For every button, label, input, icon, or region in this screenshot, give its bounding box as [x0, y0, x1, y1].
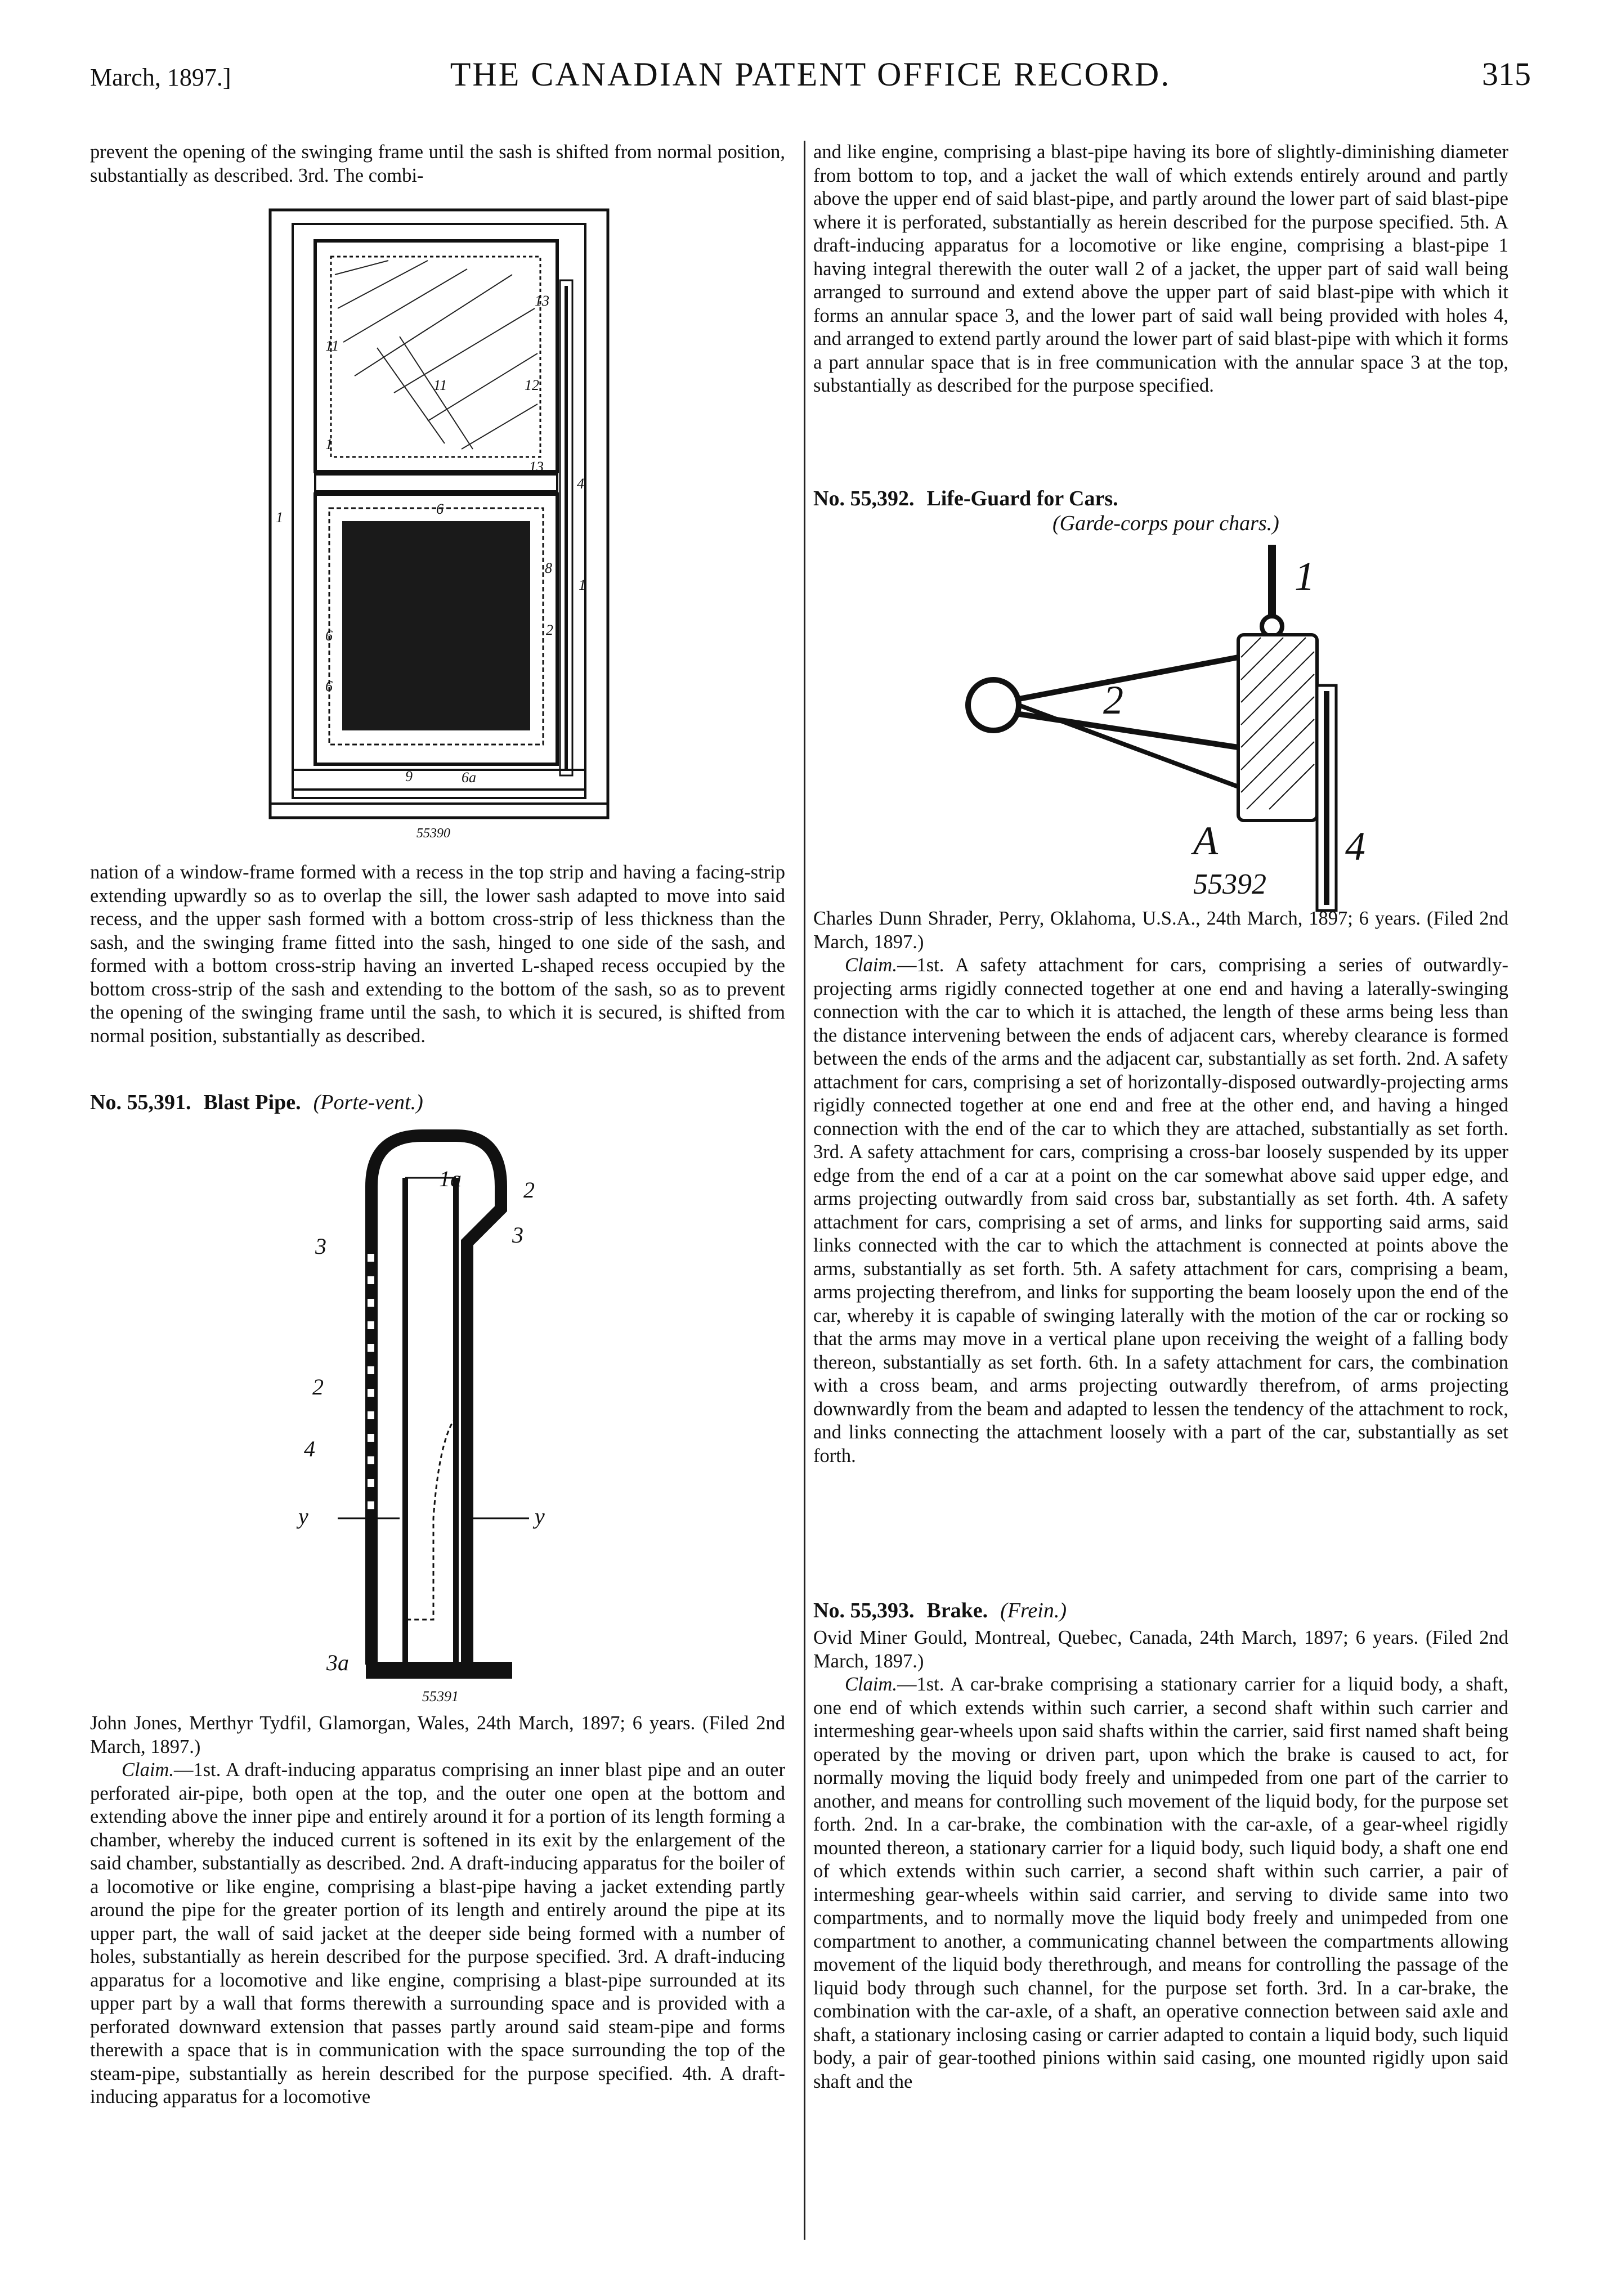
blast-pipe-drawing — [287, 1124, 602, 1704]
patent-number: No. 55,392. — [813, 487, 915, 510]
figure-label: 12 — [525, 377, 539, 393]
patent-claims: —1st. A draft-inducing apparatus comprising an inner blast pipe and an outer perforated air-pipe, both open at the top, and the outer one open at the bottom and extending above the inner pipe and entirely around it for a portion of its length forming a chamber, whereby the induced current is softened in its exit by the enlargement of the said chamber, substantially as described. 2nd. A draft-inducing apparatus for the boiler of a locomotive or like engine, comprising a blast-pipe having a jacket extending partly around the pipe for the greater portion of its length and entirely around the pipe at its upper part, the wall of said jacket at the deeper side being formed with a number of holes, substantially as herein described for the purpose specified. 3rd. A draft-inducing apparatus for a locomotive and like engine, comprising a blast-pipe surrounded at its upper part by a wall that forms therewith a surrounding space and is provided with a perforated downward extension that passes partly around said steam-pipe and forms therewith a space that is in communication with the space surrounding the top of the steam-pipe, substantially as herein described for the purpose specified. 4th. A draft-inducing apparatus for a locomotive — [90, 1759, 785, 2107]
life-guard-figure — [957, 545, 1463, 916]
figure-number: 55390 — [416, 826, 450, 841]
figure-label: 4 — [1345, 824, 1365, 869]
figure-label: 2 — [312, 1374, 324, 1400]
page-number: 315 — [1482, 56, 1531, 92]
figure-number: 55391 — [422, 1688, 459, 1704]
blast-pipe-figure — [287, 1124, 602, 1704]
patent-claims: —1st. A safety attachment for cars, comprising a series of outwardly-projecting arms rigidly connected together at one end and having a laterally-swinging connection with the car to which it is attached, the length of these arms being less than the distance intervening between the ends of adjacent cars, whereby clearance is formed between the ends of the arms and the adjacent car, substantially as set forth. 2nd. A safety attachment for cars, comprising a set of horizontally-disposed outwardly-projecting arms rigidly connected together at one end and free at the other end, and having a hinged connection with the end of the car to which they are attached, substantially as set forth. 3rd. A safety attachment for cars, comprising a cross-bar loosely suspended by its upper edge from the end of a car at a point on the car somewhat above said upper edge, and arms projecting outwardly from said cross bar, substantially as set forth. 4th. A safety attachment for cars, comprising a set of arms, and links for supporting said arms, said links connected with the car to which the attachment is connected at points above the arms, substantially as set forth. 5th. A safety attachment for cars, comprising a beam, arms projecting therefrom, and links for supporting the beam loosely upon the end of the car, whereby it is capable of swinging laterally with the motion of the car or rocking so that the arms may move in a vertical plane upon receiving the weight of a falling body thereon, substantially as set forth. 6th. In a safety attachment for cars, the combination with a cross beam, and arms projecting outwardly therefrom, of arms projecting downwardly from the beam and adapted to lessen the tendency of the attachment to rock, and links connecting the attachment loosely with a part of the car, substantially as set forth. — [813, 954, 1508, 1467]
left-top-text: prevent the opening of the swinging frame until the sash is shifted from normal position, substantially as described. 3rd. The combi- — [90, 141, 785, 186]
figure-label: 13 — [535, 293, 549, 309]
figure-label: 3 — [512, 1222, 523, 1248]
figure-label: 2 — [546, 622, 553, 638]
patent-55392-heading — [813, 485, 1118, 512]
figure-label: 1 — [1295, 554, 1315, 599]
patent-55393-body — [813, 1626, 1508, 2093]
figure-label: 1 — [276, 509, 283, 526]
patent-claims: —1st. A car-brake comprising a stationary carrier for a liquid body, a shaft, one end of which extends within such carrier, a second shaft within such carrier and intermeshing gear-wheels upon said shafts within the carrier, said first named shaft being operated by the moving or driven part, upon which the brake is caused to act, for normally moving the liquid body freely and unimpeded from one part of the carrier to another, and means for controlling such movement of the liquid body, for the purpose set forth. 2nd. In a car-brake, the combination with the car-axle, of a gear-wheel rigidly mounted thereon, a stationary carrier for a liquid body, such liquid body, a shaft one end of which extends within such carrier, a second shaft within such carrier, a pair of intermeshing gear-wheels within said carrier, and serving to divide same into two compartments, and to normally move the liquid body freely and unimpeded from one compartment to another, a communicating channel between the compartments allowing movement of the liquid body therethrough, and means for controlling the passage of the liquid body through such channel, for the purpose set forth. 3rd. In a car-brake, the combination with the car-axle, of a shaft, an operative connection between said axle and shaft, a stationary inclosing casing or carrier adapted to contain a liquid body, such liquid body, a pair of gear-toothed pinions within said casing, one mounted rigidly upon said shaft and the — [813, 1674, 1508, 2092]
claim-lead: Claim. — [845, 954, 897, 976]
running-header — [90, 55, 1531, 100]
figure-label: 9 — [405, 768, 413, 784]
figure-label: 2 — [1103, 678, 1123, 723]
column-divider — [804, 141, 805, 2240]
figure-label: 1 — [579, 577, 586, 593]
figure-label: 11 — [325, 338, 339, 354]
figure-label: 3a — [326, 1650, 349, 1675]
patent-inventor: John Jones, Merthyr Tydfil, Glamorgan, Wales, 24th March, 1897; 6 years. (Filed 2nd March, 1897.) — [90, 1712, 785, 1757]
patent-55392-french: (Garde-corps pour chars.) — [1052, 512, 1279, 535]
figure-label: 4 — [304, 1436, 315, 1461]
publication-title: THE CANADIAN PATENT OFFICE RECORD. — [450, 56, 1171, 93]
window-frame-figure — [259, 207, 619, 849]
patent-number: No. 55,391. — [90, 1091, 191, 1114]
patent-55392-body — [813, 907, 1508, 1468]
figure-label: 11 — [433, 377, 447, 393]
claim-lead: Claim. — [845, 1674, 897, 1695]
figure-label: A — [1193, 818, 1218, 863]
figure-label: 8 — [545, 560, 552, 576]
patent-number: No. 55,393. — [813, 1599, 915, 1622]
figure-label: y — [298, 1504, 308, 1529]
patent-french-title: (Porte-vent.) — [313, 1091, 423, 1114]
patent-55391-body — [90, 1712, 785, 2109]
window-frame-drawing — [259, 207, 619, 849]
figure-label: 13 — [529, 459, 544, 475]
patent-title: Blast Pipe. — [203, 1091, 301, 1114]
right-top-text: and like engine, comprising a blast-pipe having its bore of slightly-diminishing diameter from bottom to top, and a jacket the wall of which extends entirely around and partly above the upper end of said blast-pipe, and partly around the lower part of said blast-pipe where it is perforated, substantially as herein described for the purpose specified. 5th. A draft-inducing apparatus for a locomotive or like engine, comprising a blast-pipe 1 having integral therewith the outer wall 2 of a jacket, the upper part of said wall being arranged to surround and extend above the upper part of said blast-pipe with which it forms an annular space 3, and the lower part of said wall being provided with holes 4, and arranged to extend partly around the lower part of said blast-pipe with which it forms a part annular space that is in free communication with the annular space 3 at the top, substantially as described for the purpose specified. — [813, 141, 1508, 396]
life-guard-drawing — [957, 545, 1463, 916]
figure-label: 1 — [325, 436, 333, 452]
patent-french-title: (Frein.) — [1000, 1599, 1067, 1622]
patent-inventor: Ovid Miner Gould, Montreal, Quebec, Canada, 24th March, 1897; 6 years. (Filed 2nd March, 1897.) — [813, 1627, 1508, 1672]
figure-label: 6a — [462, 769, 476, 786]
patent-title: Life-Guard for Cars. — [926, 487, 1118, 510]
figure-label: 6 — [436, 501, 444, 517]
figure-label: 2 — [523, 1177, 535, 1203]
issue-date: March, 1897.] — [90, 64, 231, 91]
figure-label: 6 — [325, 678, 333, 694]
figure-label: 3 — [315, 1234, 326, 1259]
patent-title: Brake. — [926, 1599, 988, 1622]
patent-55391-heading — [90, 1089, 423, 1116]
patent-inventor: Charles Dunn Shrader, Perry, Oklahoma, U.S.A., 24th March, 1897; 6 years. (Filed 2nd March, 1897.) — [813, 908, 1508, 953]
figure-label: 1a — [439, 1166, 462, 1191]
figure-label: 6 — [325, 627, 333, 644]
figure-label: 4 — [577, 476, 584, 492]
figure-label: y — [535, 1504, 545, 1529]
claim-lead: Claim. — [122, 1759, 174, 1781]
figure-number: 55392 — [1193, 868, 1266, 900]
patent-55393-heading — [813, 1597, 1067, 1624]
left-continuation-text: nation of a window-frame formed with a recess in the top strip and having a facing-strip extending upwardly so as to overlap the sill, the lower sash adapted to move into said recess, and the upper sash formed with a bottom cross-strip of less thickness than the sash, and the swinging frame fitted into the sash, hinged to one side of the sash, and formed with a bottom cross-strip having an inverted L-shaped recess occupied by the bottom cross-strip of the sash and extending to the bottom of the sash, so as to prevent the opening of the swinging frame until the sash, to which it is secured, is shifted from normal position, substantially as described. — [90, 862, 785, 1047]
